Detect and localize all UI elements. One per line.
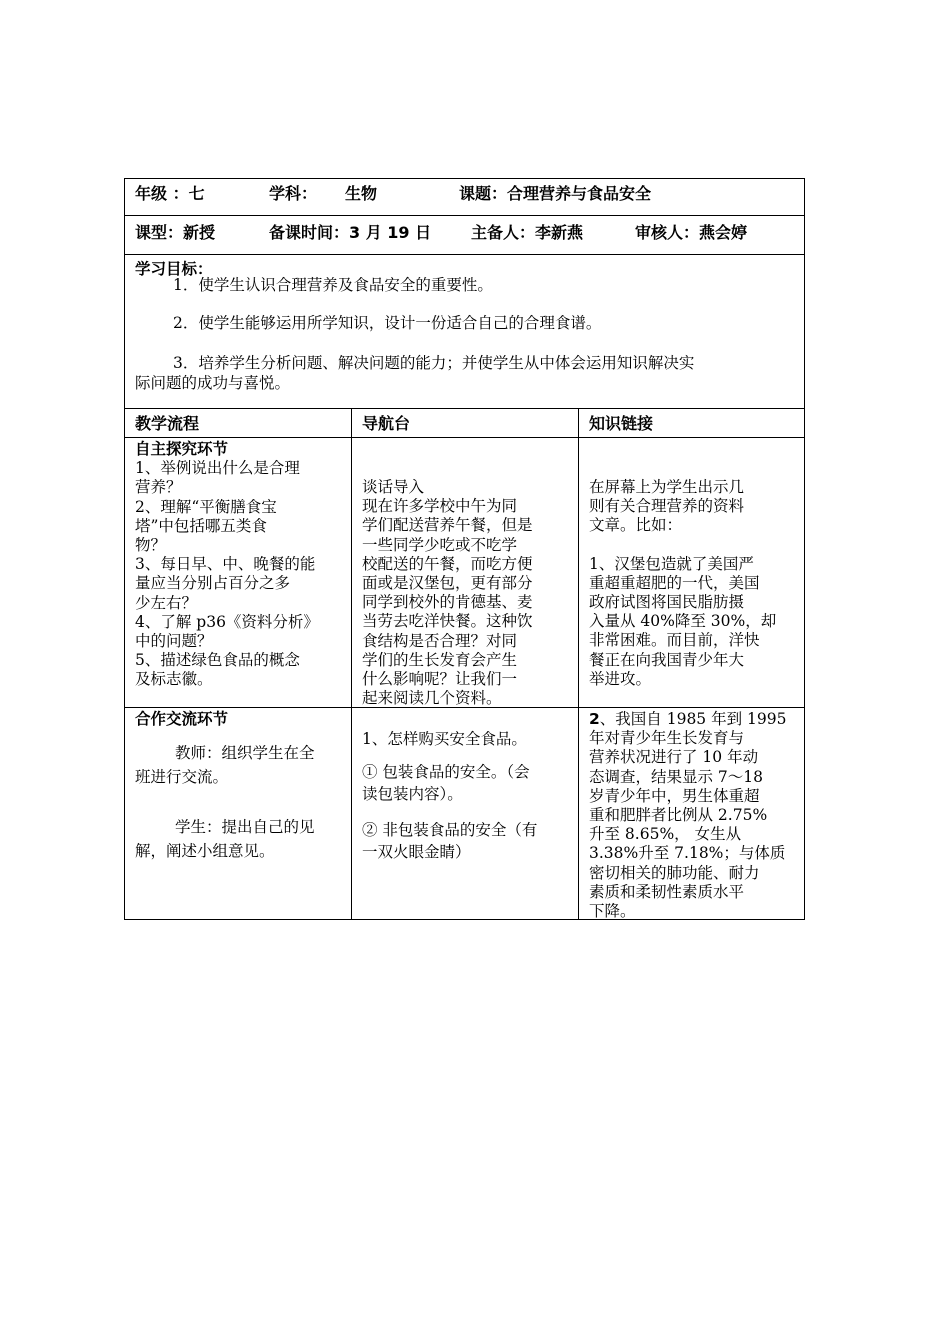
- text-line: 一双火眼金睛）: [362, 843, 471, 862]
- preparer: 主备人：李新燕: [471, 223, 584, 242]
- header-row-2: [125, 216, 804, 255]
- section-title: 自主探究环节: [135, 440, 229, 458]
- text-line: ② 非包装食品的安全（有: [362, 821, 538, 840]
- text-line: 班进行交流。: [135, 768, 229, 787]
- text-line: 食结构是否合理？对同: [362, 631, 518, 650]
- section-self-study: [125, 438, 804, 708]
- text-line: 中的问题？: [135, 632, 213, 651]
- text-line: 5、描述绿色食品的概念: [135, 651, 300, 670]
- goals-title: 学习目标：: [135, 260, 213, 278]
- text-line: 1、怎样购买安全食品。: [362, 730, 527, 748]
- text-line: 学们配送营养午餐，但是: [362, 516, 533, 535]
- column-header: 教学流程: [135, 414, 200, 433]
- text-line: 学们的生长发育会产生: [362, 650, 518, 669]
- section-title: 合作交流环节: [135, 710, 229, 728]
- text-line: 当劳去吃洋快餐。这种饮: [362, 612, 533, 631]
- text-line: 在屏幕上为学生出示几: [589, 478, 745, 496]
- text-line: 教师：组织学生在全: [175, 744, 315, 763]
- navigation-intro: [362, 478, 533, 708]
- item-number: 2: [589, 710, 600, 728]
- text-line: 1、举例说出什么是合理: [135, 459, 300, 478]
- text-line: 素质和柔韧性素质水平: [589, 882, 745, 901]
- text-line: 餐正在向我国青少年大: [589, 650, 745, 669]
- text-line: 解，阐述小组意见。: [135, 842, 275, 861]
- reviewer: 审核人：燕会婷: [635, 223, 748, 242]
- text-line: 1、汉堡包造就了美国严: [589, 554, 754, 573]
- text-line: 非常困难。而目前，洋快: [589, 631, 760, 650]
- safe-food-guide: [362, 710, 537, 863]
- section-cooperation: [125, 708, 804, 920]
- subject-value: 生物: [345, 184, 378, 203]
- subject-label: 学科：: [269, 184, 318, 203]
- column-header: 导航台: [362, 414, 411, 433]
- knowledge-link-1: [589, 478, 776, 689]
- text-line: 重和肥胖者比例从 2.75%: [589, 806, 768, 825]
- goal-item: 1．使学生认识合理营养及食品安全的重要性。: [173, 276, 493, 294]
- text-line: 3.38%升至 7.18%；与体质: [589, 844, 786, 863]
- topic-label: 课题：合理营养与食品安全: [459, 184, 652, 203]
- text-line: 起来阅读几个资料。: [362, 689, 502, 708]
- text-line: ① 包装食品的安全。（会: [362, 763, 530, 782]
- text-line: 物？: [135, 536, 167, 555]
- text-line: 密切相关的肺功能、耐力: [589, 863, 760, 882]
- goal-item: 际问题的成功与喜悦。: [135, 374, 291, 392]
- text-line: 什么影响呢？让我们一: [362, 670, 518, 689]
- text-line: 营养？: [135, 478, 182, 497]
- text-line: 岁青少年中，男生体重超: [589, 786, 760, 805]
- text-line: 2、理解“平衡膳食宝: [135, 497, 277, 516]
- text-line: 一些同学少吃或不吃学: [362, 535, 518, 554]
- column-header-row: [125, 409, 804, 438]
- lesson-plan-table: [124, 178, 805, 920]
- text-line: [589, 710, 786, 729]
- text-line: 读包装内容）。: [362, 785, 463, 804]
- text-line: 同学到校外的肯德基、麦: [362, 593, 533, 612]
- text-line: 入量从 40%降至 30%，却: [589, 612, 777, 631]
- self-study-questions: [135, 440, 319, 690]
- text-line: 政府试图将国民脂肪摄: [589, 593, 745, 612]
- goal-item: 3．培养学生分析问题、解决问题的能力；并使学生从中体会运用知识解决实: [173, 354, 695, 372]
- text-line: 现在许多学校中午为同: [362, 497, 518, 516]
- text-span: 、我国自 1985 年到 1995: [599, 710, 787, 728]
- grade-label: 年级 ：七: [135, 184, 205, 203]
- text-line: 校配送的午餐，而吃方便: [362, 554, 533, 573]
- text-line: 学生：提出自己的见: [175, 818, 315, 837]
- learning-goals: [125, 255, 804, 409]
- text-line: 谈话导入: [362, 478, 425, 496]
- column-divider: [578, 408, 579, 919]
- text-line: 4、了解 p36《资料分析》: [135, 612, 319, 631]
- text-line: 3、每日早、中、晚餐的能: [135, 555, 316, 574]
- column-header: 知识链接: [589, 414, 654, 433]
- text-line: 重超重超肥的一代，美国: [589, 573, 760, 592]
- text-line: 则有关合理营养的资料: [589, 497, 745, 516]
- goal-item: 2．使学生能够运用所学知识，设计一份适合自己的合理食谱。: [173, 314, 602, 332]
- text-line: 塔”中包括哪五类食: [135, 516, 267, 535]
- text-line: 文章。比如：: [589, 516, 683, 535]
- text-line: 下降。: [589, 902, 636, 921]
- knowledge-link-2: [589, 710, 786, 921]
- text-line: 年对青少年生长发育与: [589, 729, 745, 748]
- header-row-1: [125, 179, 804, 216]
- column-divider: [351, 408, 352, 919]
- text-line: 升至 8.65%， 女生从: [589, 825, 742, 844]
- text-line: 营养状况进行了 10 年动: [589, 748, 759, 767]
- lesson-type: 课型：新授: [135, 223, 216, 242]
- text-line: 举进攻。: [589, 669, 652, 688]
- text-line: 及标志徽。: [135, 670, 213, 689]
- text-line: 量应当分别占百分之多: [135, 574, 291, 593]
- cooperation-activity: [135, 710, 350, 863]
- text-line: 少左右？: [135, 593, 198, 612]
- prep-time: 备课时间：3 月 19 日: [269, 223, 432, 242]
- text-line: 面或是汉堡包，更有部分: [362, 574, 533, 593]
- text-line: 态调查，结果显示 7～18: [589, 767, 764, 786]
